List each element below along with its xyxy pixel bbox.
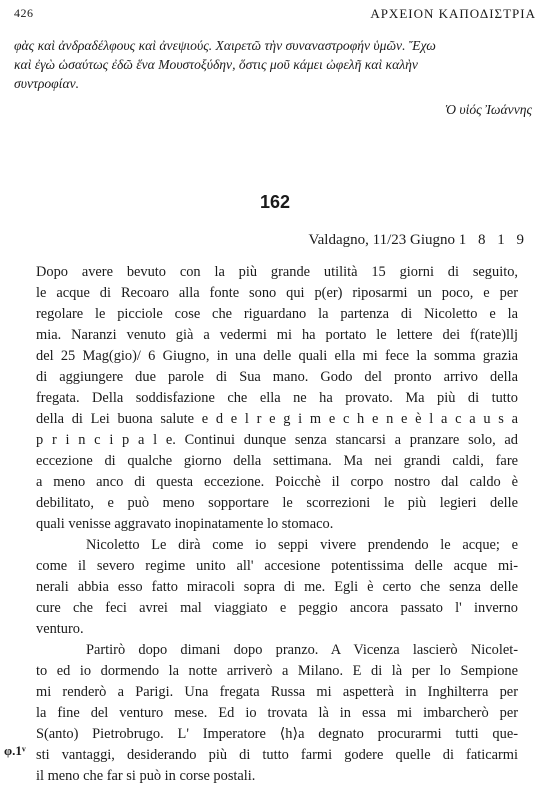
body-line: debilitato, e può meno sopportare le scorrezioni le più legieri delle xyxy=(36,495,518,511)
greek-line: καὶ ἐγὼ ὡσαύτως ἐδῶ ἕνα Μουστοξύδην, ὅστις μοῦ κάμει ὠφελῆ καὶ καλὴν xyxy=(14,57,418,72)
signature: Ὁ υἱός Ἰωάννης xyxy=(444,102,532,117)
body-line: Dopo avere bevuto con la più grande utilità 15 giorni di seguito, xyxy=(36,264,518,280)
letter-number: 162 xyxy=(259,192,291,212)
dateline-place: Valdagno, 11/23 Giugno xyxy=(308,232,455,248)
running-title: ΑΡΧΕΙΟΝ ΚΑΠΟΔΙΣΤΡΙΑ xyxy=(370,6,536,21)
body-line: le acque di Recoaro alla fonte sono qui p(er) riposarmi un poco, e per xyxy=(36,285,518,301)
body-line: fregata. Della soddisfazione che ella ne ha provato. Ma più di tutto xyxy=(36,390,518,406)
body-line: Nicoletto Le dirà come io seppi vivere prendendo le acque; e xyxy=(86,537,518,553)
body-line: quali venisse aggravato inopinatamente lo stomaco. xyxy=(36,516,334,532)
page-number: 426 xyxy=(14,6,34,20)
greek-line: φὰς καὶ ἀνδραδέλφους καὶ ἀνεψιούς. Χαιρετῶ τὴν συναναστροφήν ὑμῶν. Ἔχω xyxy=(14,38,436,53)
body-line: come il severo regime unito all' accesione potentissima delle acque mi- xyxy=(36,558,518,574)
body-line: mia. Naranzi venuto già a vedermi mi ha portato le lettere dei f(rate)llj xyxy=(36,327,518,343)
greek-line: συντροφίαν. xyxy=(14,76,80,91)
body-line: Partirò dopo dimani dopo pranzo. A Vicenza lascierò Nicolet- xyxy=(86,642,518,658)
body-line: di aggiungere due parole di Sua mano. Godo del pronto arrivo della xyxy=(36,369,518,385)
body-line: cure che feci avrei mal viaggiato e peggio ancora passato l' inverno xyxy=(36,600,518,616)
body-line: nerali abbia esso fatto miracoli sopra di me. Egli è certo che senza delle xyxy=(36,579,518,595)
body-line: eccezione di qualche giorno della settimana. Ma nei grandi caldi, fare xyxy=(36,453,518,469)
body-line: p r i n c i p a l e. Continui dunque senza stancarsi a pranzare solo, ad xyxy=(36,432,518,448)
body-line: S(anto) Pietrobrugo. L' Imperatore ⟨h⟩a degnato procurarmi tutti que- xyxy=(36,726,518,742)
body-line: a meno anco di questa eccezione. Poicchè il corpo nostro dal caldo è xyxy=(36,474,518,490)
dateline-year: 1 8 1 9 xyxy=(458,232,528,248)
body-line: la fine del venturo mese. Ed io trovata là in essa mi imbarcherò per xyxy=(36,705,518,721)
body-line: il meno che far si può in corse postali. xyxy=(36,768,256,784)
body-line: regolare le picciole cose che riguardano la partenza di Nicoletto e la xyxy=(36,306,518,322)
dateline xyxy=(308,232,528,249)
body-line: della di Lei buona salute e d e l r e g i m e c h e n e è l a c a u s a xyxy=(36,411,518,427)
page-header xyxy=(14,6,536,26)
body-line: venturo. xyxy=(36,621,84,637)
margin-note: φ.1ᵛ xyxy=(4,743,26,758)
body-line: to ed io dormendo la notte arriverò a Milano. E di là per lo Sempione xyxy=(36,663,518,679)
body-line: del 25 Mag(gio)/ 6 Giugno, in una delle quali ella mi fece la somma grazia xyxy=(36,348,518,364)
body-line: mi renderò a Parigi. Una fregata Russa mi aspetterà in Inghilterra per xyxy=(36,684,518,700)
body-line: sti vantaggi, desiderando più di tutto farmi godere quelle di faticarmi xyxy=(36,747,518,763)
